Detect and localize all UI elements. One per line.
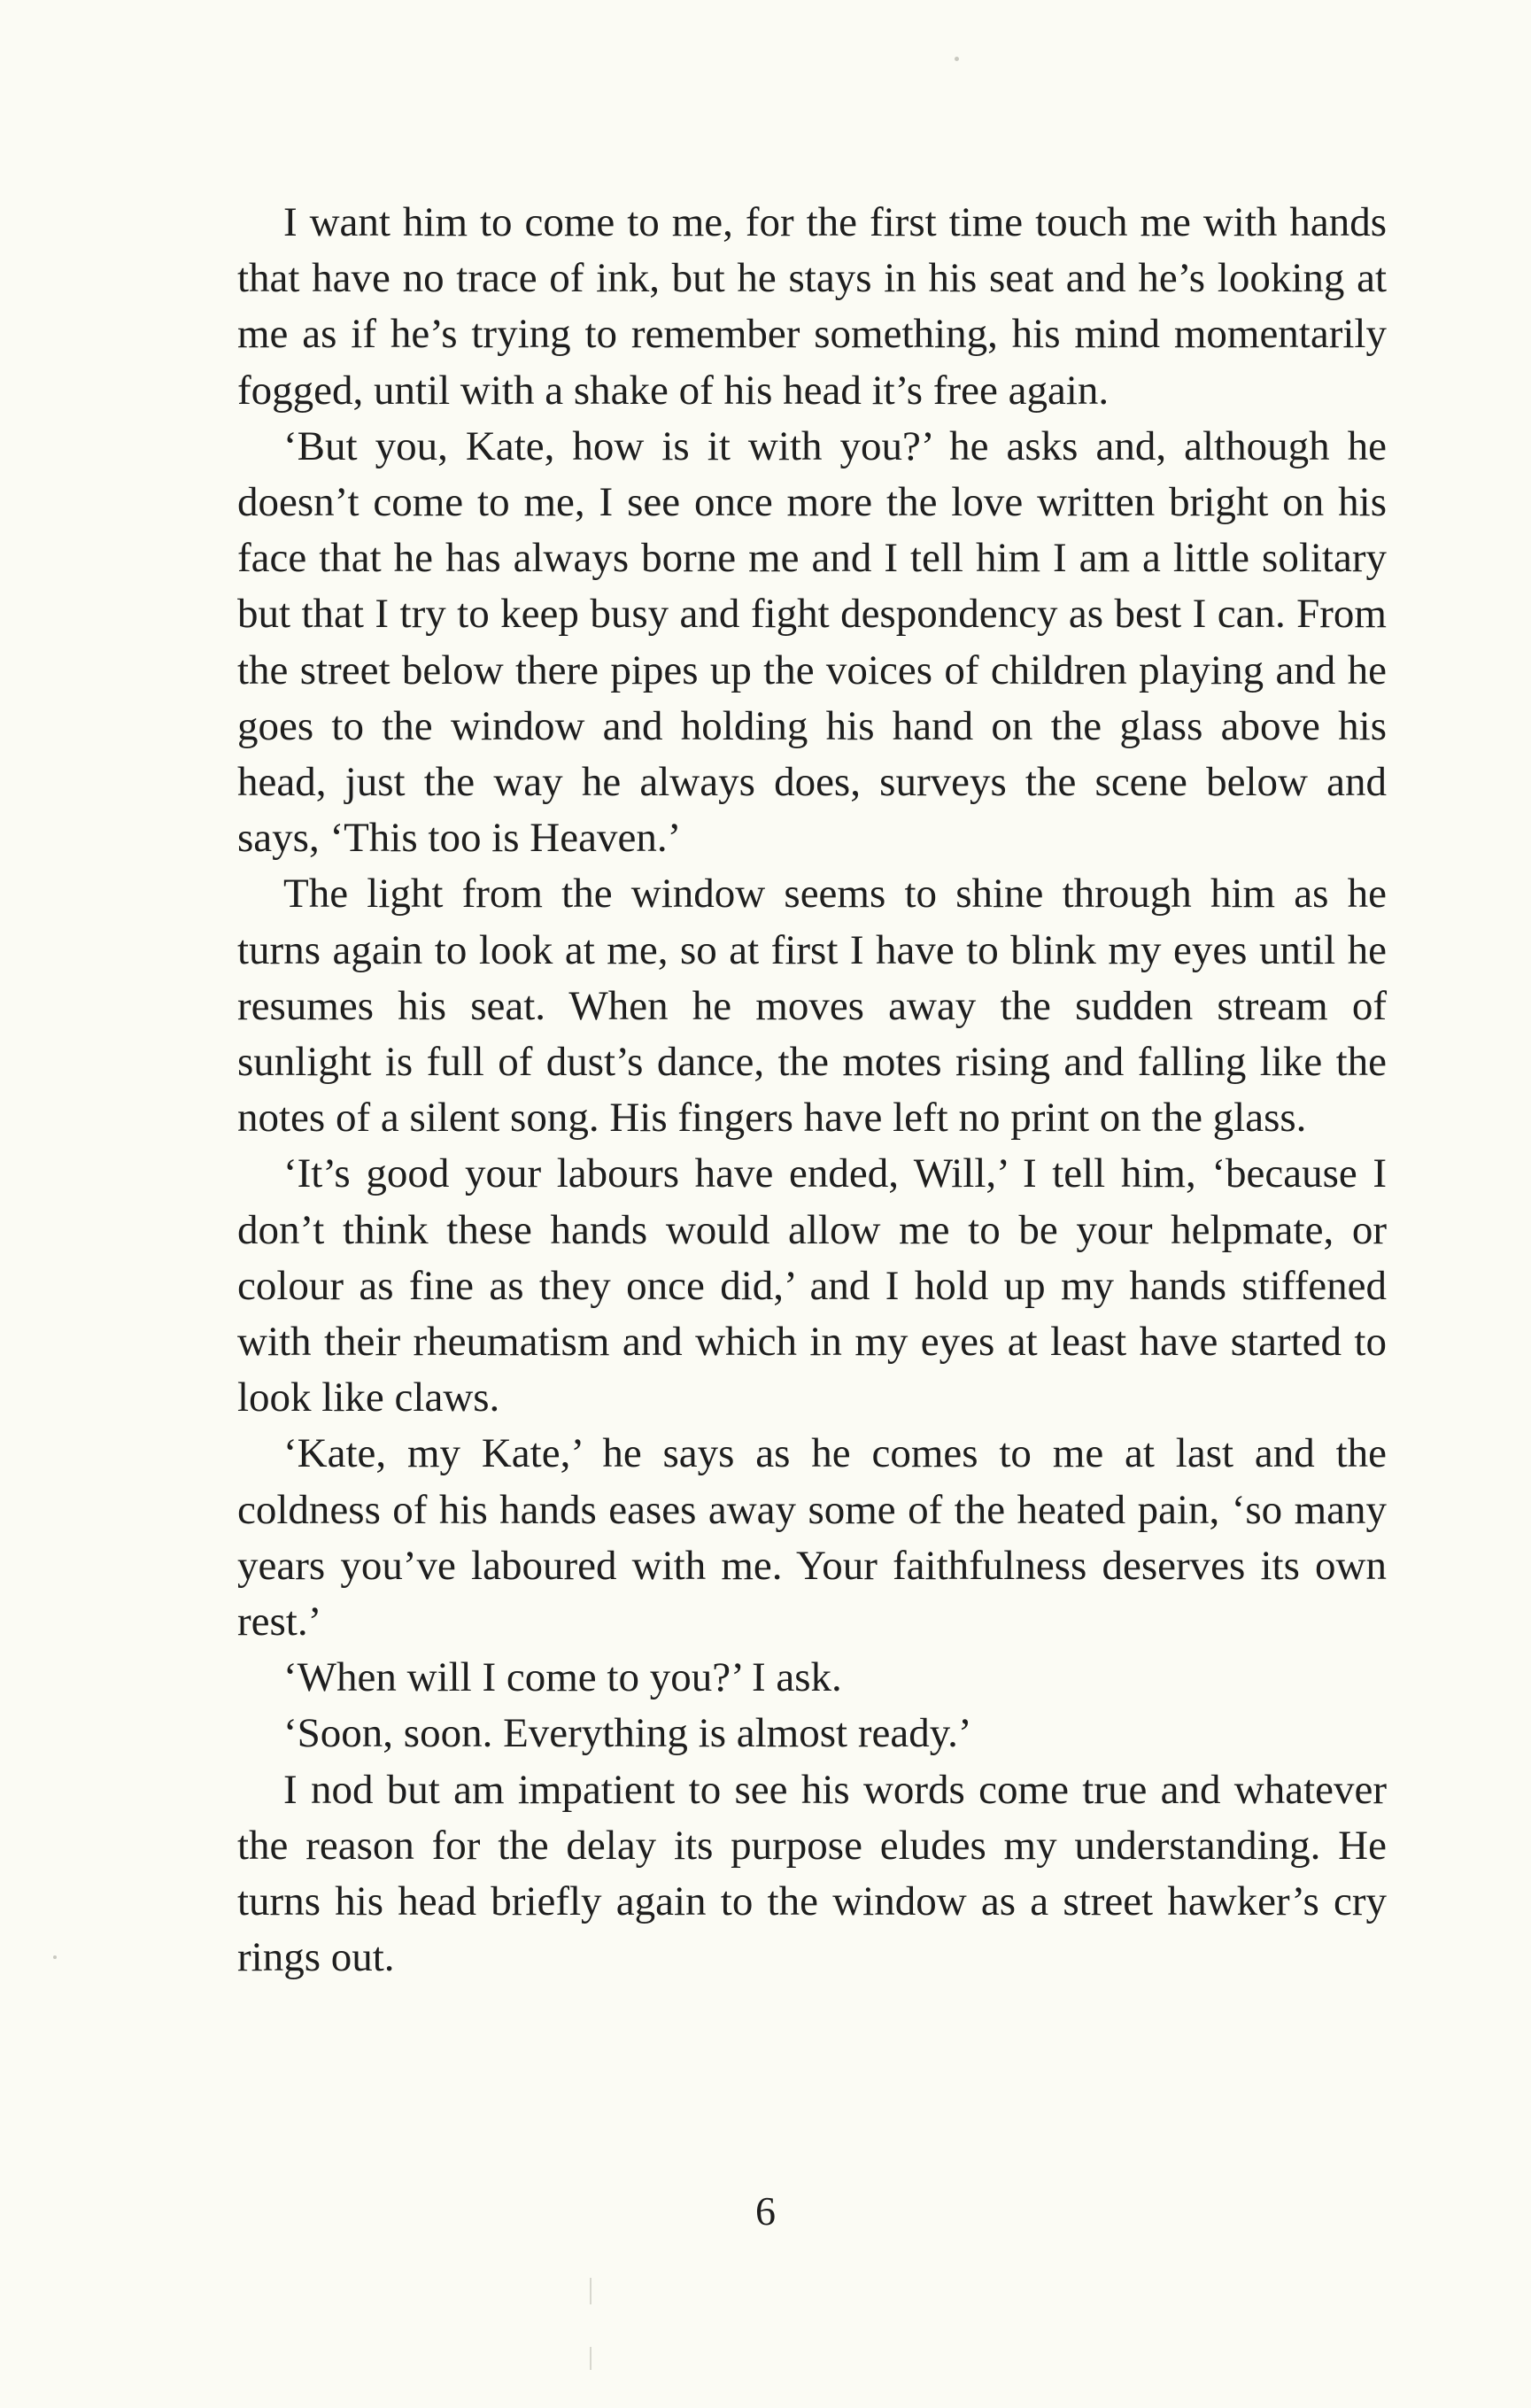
paper-mark <box>590 2347 592 2370</box>
paragraph: I nod but am impatient to see his words come true and whatever the reason for the delay its purpose eludes my understanding. He turns his head briefly again to the window as a street hawker’s cry rings out. <box>237 1766 1387 1981</box>
paper-speck <box>53 1955 57 1959</box>
paper-speck <box>955 57 959 61</box>
paragraph: ‘Soon, soon. Everything is almost ready.’ <box>283 1710 972 1757</box>
paragraph: ‘It’s good your labours have ended, Will,’ I tell him, ‘because I don’t think these hands would allow me to be your helpmate, or colour as fine as they once did,’ and I hold up my hands stiffened with their rheumatism and which in my eyes at least have started to look like claws. <box>237 1150 1387 1421</box>
paragraph: The light from the window seems to shine through him as he turns again to look at me, so at first I have to blink my eyes until he resumes his seat. When he moves away the sudden stream of sunlight is full of dust’s dance, the motes rising and falling like the notes of a silent song. His fingers have left no print on the glass. <box>237 871 1387 1142</box>
paragraph: ‘When will I come to you?’ I ask. <box>283 1654 842 1701</box>
body-text <box>237 195 1387 1986</box>
paragraph: ‘But you, Kate, how is it with you?’ he asks and, although he doesn’t come to me, I see once more the love written bright on his face that he has always borne me and I tell him I am a little solitary but that I try to keep busy and fight despondency as best I can. From the street below there pipes up the voices of children playing and he goes to the window and holding his hand on the glass above his head, just the way he always does, surveys the scene below and says, ‘This too is Heaven.’ <box>237 422 1387 862</box>
page-number: 6 <box>755 2188 776 2234</box>
paragraph: ‘Kate, my Kate,’ he says as he comes to me at last and the coldness of his hands eases away some of the heated pain, ‘so many years you’ve laboured with me. Your faithfulness deserves its own rest.’ <box>237 1430 1387 1645</box>
paper-mark <box>590 2278 592 2304</box>
paragraph: I want him to come to me, for the first time touch me with hands that have no trace of ink, but he stays in his seat and he’s looking at me as if he’s trying to remember something, his mind momentarily fogged, until with a shake of his head it’s free again. <box>237 199 1387 414</box>
